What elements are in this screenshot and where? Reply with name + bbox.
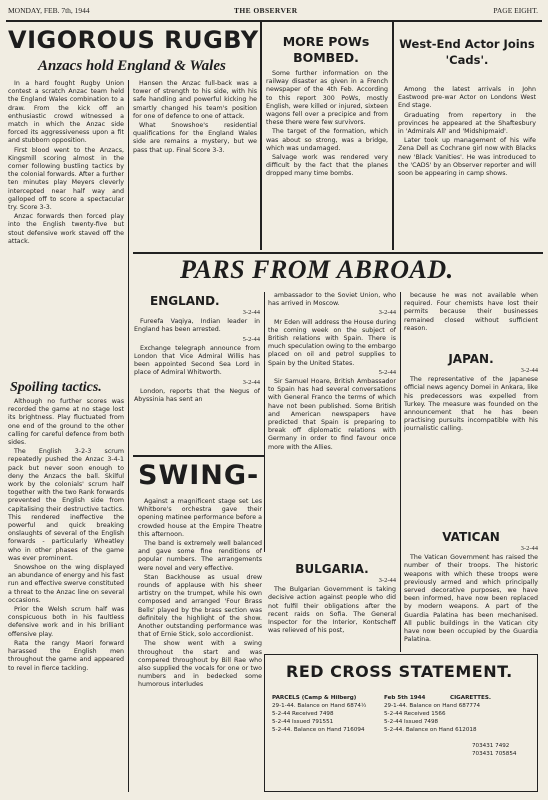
pars-para: The representative of the Japanese official news agency Domei in Ankara, like his predecessors was expelled from Turkey. The measure was founded on the announcement that he has been practising pursuits incompatible with his journalistic calling.	[404, 376, 538, 433]
feb-head: Feb 5th 1944	[384, 695, 426, 701]
issue-date: MONDAY, FEB. 7th, 1944	[8, 6, 90, 15]
parcels-table	[272, 694, 368, 734]
section-rule	[133, 252, 543, 254]
pars-para: Fureefa Vaqiya, Indian leader in England has been arrested.	[134, 318, 260, 334]
rugby-para: Rata the rangy Maori forward harassed the English men throughout the game and appeared to revel in fierce tackling.	[8, 639, 124, 672]
actor-para: Among the latest arrivals in John Eastwood pre-war Actor on Londons West End stage.	[398, 86, 536, 110]
parcels-row: 29-1-44. Balance on Hand 6874½	[272, 703, 367, 709]
swing-para: The show went with a swing throughout the start and was compered throughout by Bill Rae who also supplied the vocals for one or two numbers and in bedecked some humorous interludes	[138, 640, 262, 689]
cig-row: 5-2-44. Balance on Hand 612018	[384, 727, 477, 733]
swing-para: The band is extremely well balanced and gave some fine renditions of popular numbers. The arrangements were novel and very effective.	[138, 540, 262, 572]
cig-row: 5-2-44 Issued 7498	[384, 719, 439, 725]
rugby-headline: VIGOROUS RUGBY	[8, 26, 259, 54]
rugby-col2	[133, 80, 257, 252]
pars-para: Sir Samuel Hoare, British Ambassador to Spain has had several conversations with General Franco the terms of which have not been published. Some British and American newspapers have predicted that Spain is preparing to break off diplomatic relations with Germany in order to find favour once more with the Allies.	[268, 378, 396, 451]
rugby-col1	[8, 80, 124, 378]
spoiling-subhead: Spoiling tactics.	[10, 380, 102, 395]
dateline: 3-2-44	[242, 309, 260, 316]
pars-headline: PARS FROM ABROAD.	[180, 255, 454, 284]
dateline: 3-2-44	[242, 378, 260, 386]
swing-para: Against a magnificent stage set Les Whitbore's orchestra gave their opening matinee performance before a crowded house at the Empire Theatre this afternoon.	[138, 498, 262, 538]
actor-headline: West-End Actor Joins 'Cads'.	[399, 37, 535, 67]
pars-para: The Vatican Government has raised the number of their troops. The historic weapons with which these troops were previously armed and which principally served decorative purposes, we have been informed, have now been replaced by modern weapons. A part of the Guardia Palatina has been mechanised. All public buildings in the Vatican city have now been occupied by the Guardia Palatina.	[404, 554, 538, 644]
rugby-para: Snowshoe on the wing displayed an abundance of energy and his fast run and effective swerve constituted a threat to the Anzac line on several occasions.	[8, 564, 124, 604]
dateline: 3-2-44	[520, 367, 538, 374]
pows-para: Salvage work was rendered very difficult by the fact that the planes dropped many time bombs.	[266, 154, 388, 178]
rugby-para: Although no further scores was recorded the game at no stage lost its brightness. Play fluctuated from one end of the ground to the other calling for careful defence from both sides.	[8, 398, 124, 447]
page-number: PAGE EIGHT.	[493, 6, 538, 15]
actor-para: Later took up management of his wife Zena Dell as Cochrane girl now with Blacks new 'Black Vanities'. He was introduced to the 'CADS' by an Observer reporter and will soon be appearing in camp shows.	[398, 137, 536, 178]
dateline: 5-2-44	[378, 368, 396, 376]
vatican-head: VATICAN	[442, 530, 500, 544]
column-rule	[260, 22, 262, 250]
cig-row: 5-2-44 Received 1566	[384, 711, 446, 717]
actor-para: Graduating from repertory in the provinces he appeared at the Shaftesbury in 'Admirals All' and 'Midshipmaid'.	[398, 111, 536, 136]
cigarettes-table	[450, 694, 534, 702]
column-rule	[264, 292, 265, 552]
parcels-row: 5-2-44. Balance on Hand 716094	[272, 727, 365, 733]
rugby-para: What Snowshoe's residential qualifications for the England Wales side are remains a mystery, but we pass that up. Final Score 3-3.	[133, 122, 257, 154]
rugby-para: Anzac forwards then forced play into the English twenty-five but stout defensive work staved off the attack.	[8, 213, 124, 245]
cig-num: 703431 705854	[472, 751, 517, 757]
pows-para: The target of the formation, which was about so strong, was a bridge, which was undamaged.	[266, 128, 388, 152]
parcels-head: PARCELS (Camp & Hilberg)	[272, 695, 357, 701]
section-rule	[133, 455, 264, 457]
header-rule	[6, 20, 542, 22]
red-cross-headline: RED CROSS STATEMENT.	[286, 662, 513, 681]
cig-num: 703431 7492	[472, 743, 510, 749]
rugby-para: The English 3-2-3 scrum repeatedly pushed the Anzac 3-4-1 pack but never soon enough to deny the Anzacs the ball. Skilful work by the colonials' scrum half together with the two Rank forwards prevented the English side from capitalising their destructive tactics. This rendered ineffective the powerful and quick breaking onslaughts of several of the English forwards - particularly Wheatley who in other phases of the game was ever prominent.	[8, 448, 124, 562]
rugby-para: Prior the Welsh scrum half was conspicuous both in his faultless defensive work and in his brilliant offensive play.	[8, 606, 124, 638]
parcels-row: 5-2-44 Received 7498	[272, 711, 334, 717]
swing-headline: SWING-	[138, 460, 260, 491]
dateline: 3-2-44	[520, 545, 538, 552]
pars-para: ambassador to the Soviet Union, who has arrived in Moscow.	[268, 292, 396, 308]
pows-headline: MORE POWs BOMBED.	[282, 34, 370, 65]
parcels-row: 5-2-44 Issued 791551	[272, 719, 334, 725]
column-rule	[128, 80, 129, 792]
pars-para: Exchange telegraph announce from London that Vice Admiral Willis has been appointed Second Sea Lord in place of Admiral Whitworth.	[134, 344, 260, 377]
column-rule	[392, 22, 394, 250]
pars-para: because he was not available when required. Four chemists have lost their permits because their businesses remained closed without sufficient reason.	[404, 292, 538, 332]
pars-para: Mr Eden will address the House during the coming week on the subject of British relations with Spain. There is much speculation owing to the embargo placed on oil and petrol supplies to Spain by the United States.	[268, 318, 396, 367]
cig-head: CIGARETTES.	[450, 695, 491, 701]
pars-col2	[268, 292, 396, 558]
page-header	[6, 6, 542, 18]
pars-col1	[134, 308, 260, 454]
rugby-para: Hansen the Anzac full-back was a tower of strength to his side, with his safe handling and powerful kicking he smartly changed his team's position for one of defence to one of attack.	[133, 80, 257, 120]
pars-col3	[404, 292, 538, 348]
pars-para: London, reports that the Negus of Abyssinia has sent an	[134, 387, 260, 404]
rugby-para: First blood went to the Anzacs, Kingsmill scoring almost in the corner following bustling tactics by the colonial forwards. After a further ten minutes play Meyers cleverly intercepted near half way and galloped off to score a spectacular try. Score 3-3.	[8, 146, 124, 212]
swing-para: Stan Backhouse as usual drew rounds of applause with his sheer artistry on the trumpet, while his own composed and arranged 'Four Brass Bells' played by the brass section was definitely the highlight of the show. Another outstanding performance was that of Ernie Stick, solo accordionist.	[138, 573, 262, 639]
dateline: 3-2-44	[378, 309, 396, 317]
pows-body	[266, 70, 388, 250]
bulgaria-head: BULGARIA.	[295, 562, 369, 576]
cigarettes-rows	[384, 702, 534, 734]
rugby-subhead: Anzacs hold England & Wales	[38, 58, 226, 74]
bulgaria-body	[268, 576, 396, 652]
pows-para: Some further information on the railway disaster as given in a French newspaper of the 4th Feb. According to this report 300 PoWs, mostly English, were killed or injured, sixteen wagons fell over a precipice and from these there were few survivors.	[266, 70, 388, 127]
england-head: ENGLAND.	[150, 294, 220, 308]
japan-head: JAPAN.	[448, 352, 494, 366]
dateline: 5-2-44	[242, 335, 260, 343]
column-rule	[400, 292, 401, 652]
cig-row: 29-1-44. Balance on Hand 687774	[384, 703, 481, 709]
cig-extra	[472, 742, 532, 758]
dateline: 3-2-44	[378, 577, 396, 584]
actor-body	[398, 86, 536, 250]
pars-para: The Bulgarian Government is taking decisive action against people who did not fulfil their obligations after the recent raids on Sofia. The General Inspector for the Interior, Kontscheff was relieved of his post,	[268, 586, 396, 635]
vatican-body	[404, 544, 538, 652]
paper-name: THE OBSERVER	[234, 6, 298, 15]
japan-body	[404, 366, 538, 516]
swing-body	[138, 498, 262, 792]
rugby-col1b	[8, 398, 124, 792]
rugby-para: In a hard fought Rugby Union contest a scratch Anzac team held the England Wales combination to a draw. From the kick off an enthusiastic crowd witnessed a match in which the Anzac side forced its aggressiveness upon a fit and stubborn opposition.	[8, 80, 124, 145]
